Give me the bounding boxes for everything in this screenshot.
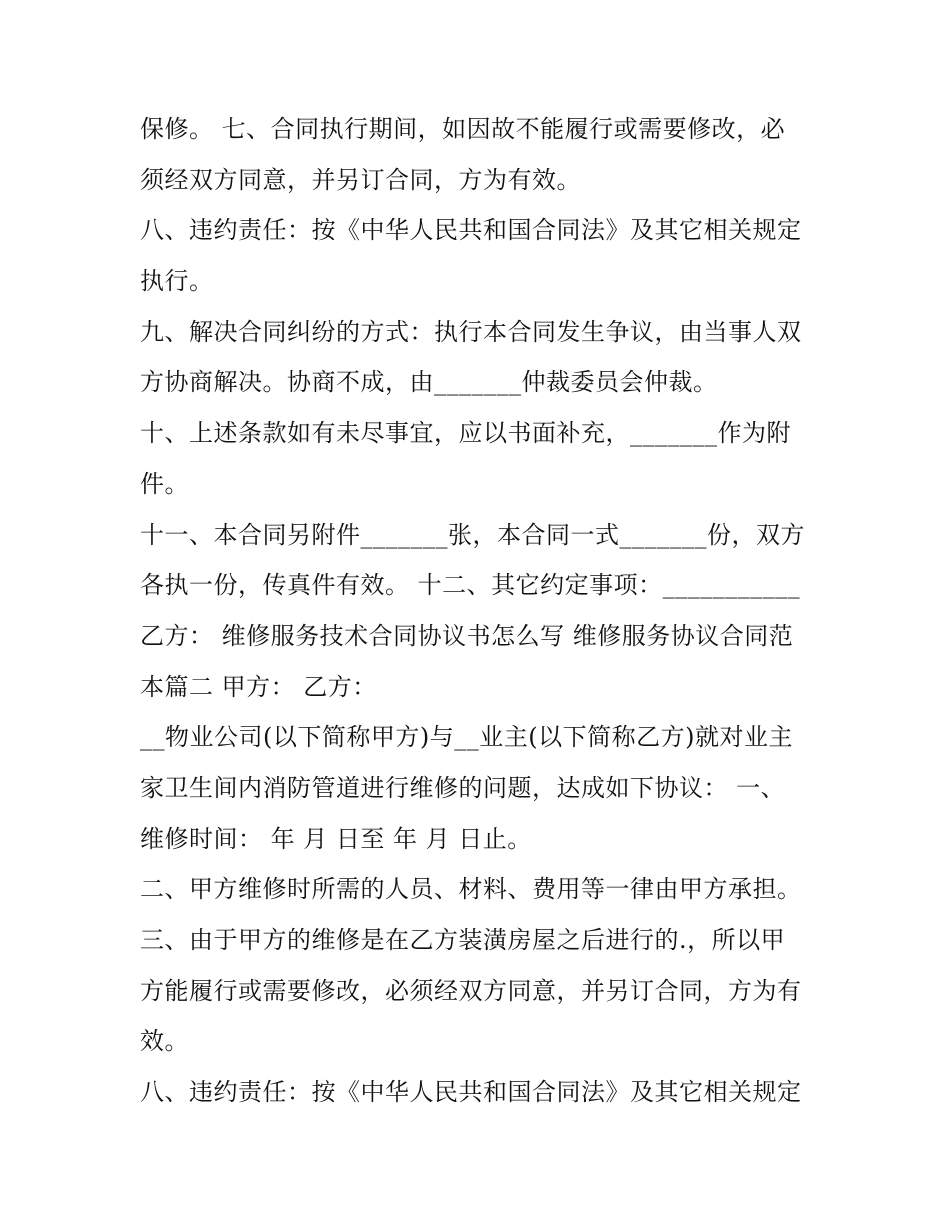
text-line: 八、违约责任：按《中华人民共和国合同法》及其它相关规定 [140, 1078, 802, 1107]
text-line: 效。 [140, 1027, 189, 1056]
text-line: 八、违约责任：按《中华人民共和国合同法》及其它相关规定 [140, 216, 802, 245]
text-line: 执行。 [140, 267, 214, 296]
text-line: 各执一份，传真件有效。 十二、其它约定事项：___________ [140, 571, 801, 600]
text-line: 保修。 七、合同执行期间，如因故不能履行或需要修改，必 [140, 115, 786, 143]
text-line: 方协商解决。协商不成，由_______仲裁委员会仲裁。 [140, 368, 718, 397]
text-line: __物业公司(以下简称甲方)与__业主(以下简称乙方)就对业主 [140, 723, 793, 752]
document-body [140, 104, 820, 1118]
text-line: 十一、本合同另附件_______张，本合同一式_______份，双方 [140, 520, 805, 549]
text-line: 二、甲方维修时所需的人员、材料、费用等一律由甲方承担。 [140, 875, 802, 904]
text-line: 方能履行或需要修改，必须经双方同意，并另订合同，方为有 [140, 976, 802, 1005]
text-line: 家卫生间内消防管道进行维修的问题，达成如下协议： 一、 [140, 773, 786, 802]
text-line: 九、解决合同纠纷的方式：执行本合同发生争议，由当事人双 [140, 317, 802, 346]
text-line: 须经双方同意，并另订合同，方为有效。 [140, 165, 581, 194]
text-line: 十、上述条款如有未尽事宜，应以书面补充，_______作为附 [140, 419, 791, 448]
text-line: 乙方： 维修服务技术合同协议书怎么写 维修服务协议合同范 [140, 621, 794, 650]
text-line: 维修时间： 年 月 日至 年 月 日止。 [140, 824, 532, 853]
text-line: 件。 [140, 469, 189, 498]
text-line: 本篇二 甲方： 乙方： [140, 672, 377, 701]
text-line: 三、由于甲方的维修是在乙方装潢房屋之后进行的.，所以甲 [140, 926, 786, 954]
